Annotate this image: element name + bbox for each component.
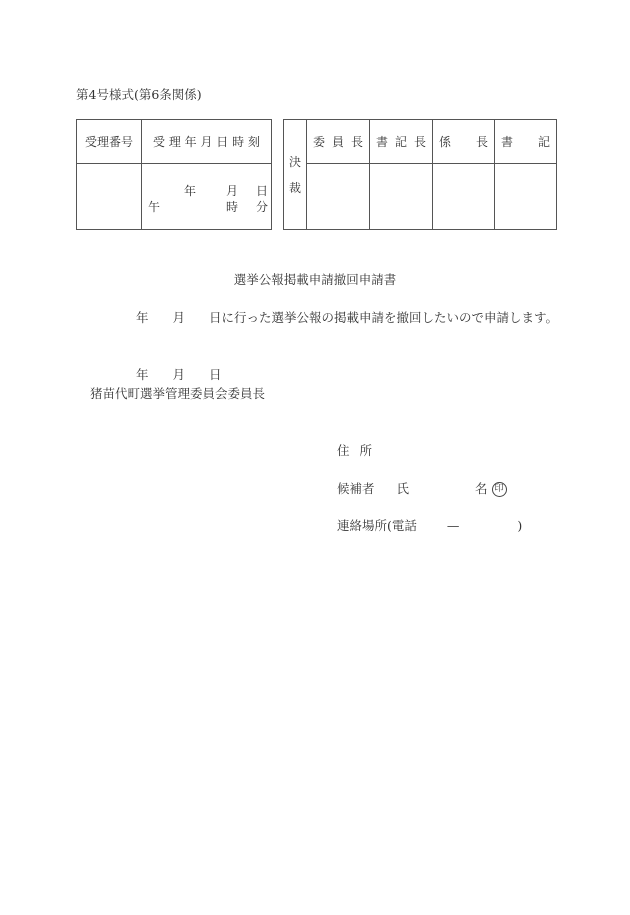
reception-table bbox=[76, 119, 272, 230]
hour-label: 時 bbox=[226, 200, 239, 214]
address-label: 住 所 bbox=[337, 443, 373, 458]
approval-side-label bbox=[284, 120, 307, 230]
ampm-label: 午 bbox=[148, 200, 161, 214]
reception-datetime-header: 受 理 年 月 日 時 刻 bbox=[142, 120, 272, 164]
chief-clerk-stamp-cell[interactable] bbox=[370, 164, 433, 230]
reception-number-header: 受理番号 bbox=[77, 120, 142, 164]
application-date: 年 月 日 bbox=[136, 367, 222, 382]
side-char-2: 裁 bbox=[288, 180, 301, 195]
chairman-header: 委 員 長 bbox=[307, 120, 370, 164]
seal-icon: 印 bbox=[492, 482, 507, 497]
clerk-header: 書 記 bbox=[495, 120, 557, 164]
side-char-1: 決 bbox=[288, 154, 301, 169]
candidate-name-row: 候補者 氏 名 印 bbox=[337, 479, 507, 497]
reception-datetime-cell[interactable] bbox=[142, 164, 272, 230]
approval-table bbox=[283, 119, 557, 230]
section-chief-header: 係 長 bbox=[433, 120, 495, 164]
year-label: 年 bbox=[184, 184, 197, 198]
document-title: 選挙公報掲載申請撤回申請書 bbox=[233, 272, 397, 287]
clerk-stamp-cell[interactable] bbox=[495, 164, 557, 230]
contact-row: 連絡場所(電話 — ) bbox=[337, 518, 523, 533]
day-label: 日 bbox=[256, 184, 269, 198]
minute-label: 分 bbox=[256, 200, 269, 214]
reception-number-cell[interactable] bbox=[77, 164, 142, 230]
chief-clerk-header: 書 記 長 bbox=[370, 120, 433, 164]
addressee: 猪苗代町選挙管理委員会委員長 bbox=[90, 386, 266, 401]
chairman-stamp-cell[interactable] bbox=[307, 164, 370, 230]
body-text: 年 月 日に行った選挙公報の掲載申請を撤回したいので申請します。 bbox=[136, 310, 559, 325]
form-number: 第4号様式(第6条関係) bbox=[76, 87, 202, 102]
section-chief-stamp-cell[interactable] bbox=[433, 164, 495, 230]
month-label: 月 bbox=[226, 184, 239, 198]
